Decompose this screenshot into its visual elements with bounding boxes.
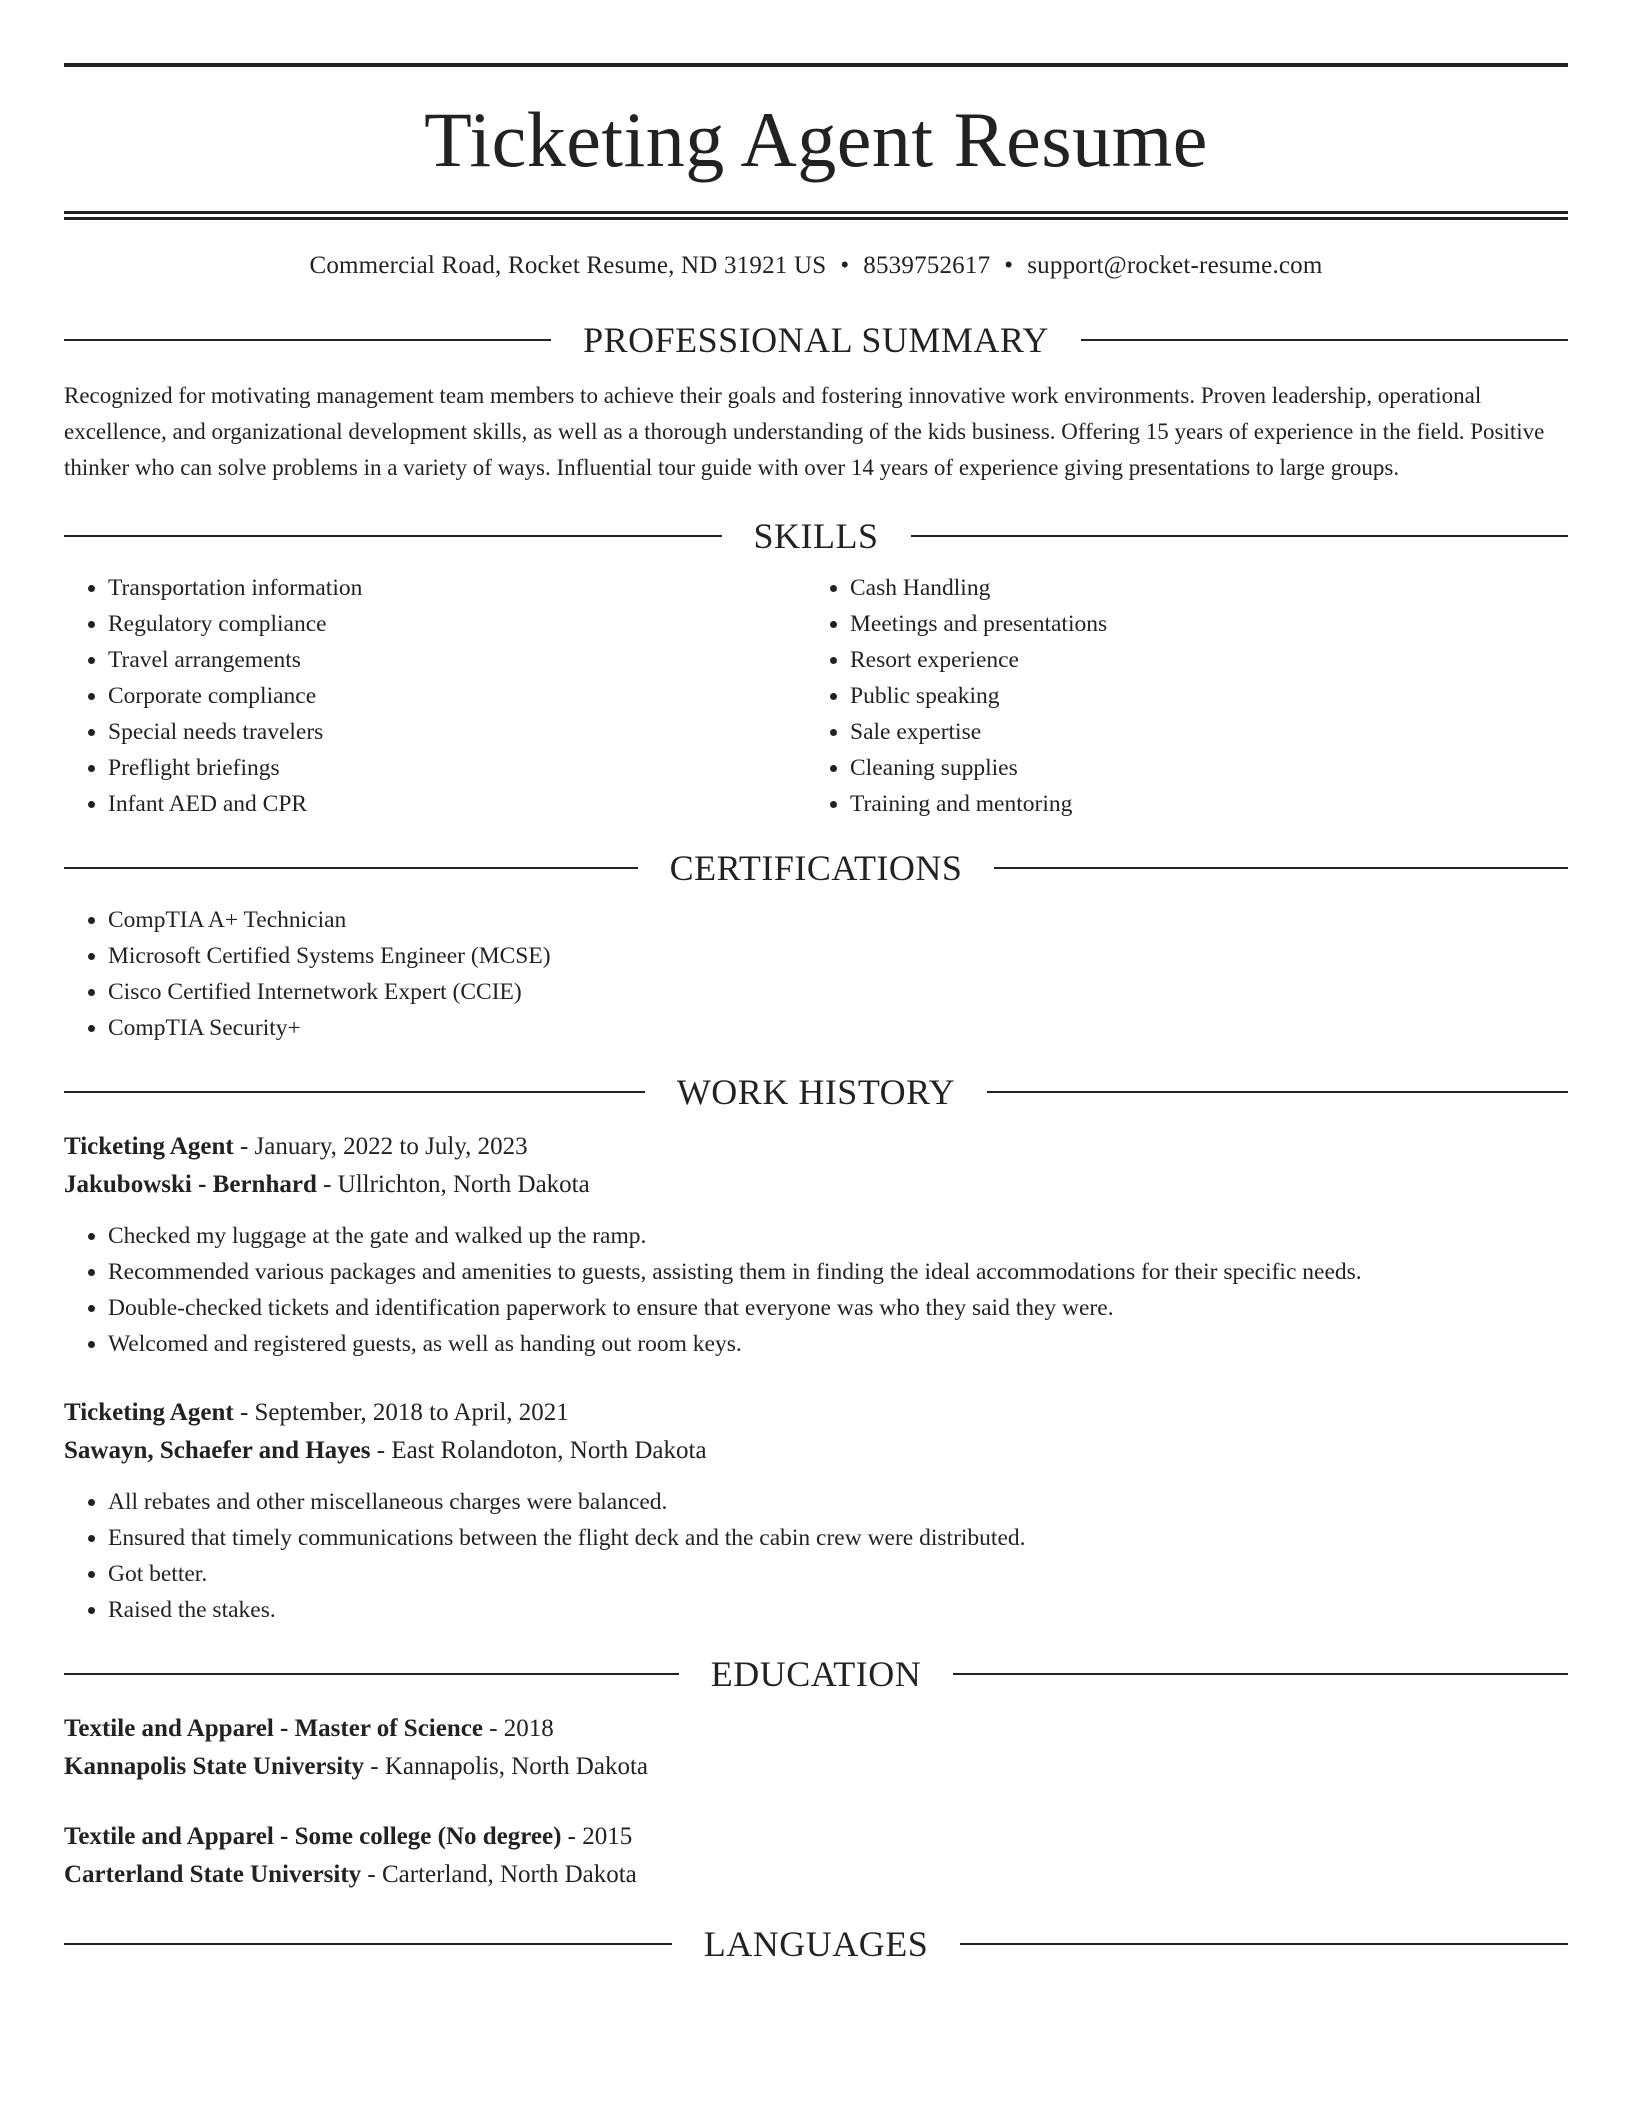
- skill-item: • Cleaning supplies: [850, 750, 1548, 786]
- contact-phone: 8539752617: [863, 252, 991, 279]
- skill-item: • Public speaking: [850, 678, 1548, 714]
- divider-line: [987, 1091, 1568, 1093]
- job-title-line: [64, 1394, 1568, 1432]
- skills-column-left: [64, 570, 806, 822]
- job-duty-item: • Recommended various packages and amenities to guests, assisting them in finding the ideal accommodations for their specific needs.: [108, 1254, 1568, 1290]
- summary-text: Recognized for motivating management team members to achieve their goals and fostering innovative work environments. Proven leadership, operational excellence, and organizational development skills, as well as a thorough understanding of the kids business. Offering 15 years of experience in the field. Positive thinker who can solve problems in a variety of ways. Influential tour guide with over 14 years of experience giving presentations to large groups.: [64, 383, 1545, 480]
- divider-line: [960, 1943, 1568, 1945]
- job-duty-item: • Double-checked tickets and identification paperwork to ensure that everyone was who they said they were.: [108, 1290, 1568, 1326]
- education-location: - Carterland, North Dakota: [361, 1861, 637, 1888]
- certification-item: • CompTIA A+ Technician: [108, 902, 1568, 938]
- job-title-line: [64, 1128, 1568, 1166]
- job-entry: [64, 1128, 1568, 1362]
- job-company-line: [64, 1432, 1568, 1470]
- skill-item: • Infant AED and CPR: [108, 786, 806, 822]
- divider-line: [64, 867, 638, 869]
- contact-separator: •: [1004, 252, 1014, 279]
- section-title-skills: SKILLS: [753, 516, 879, 556]
- contact-line: [64, 250, 1568, 282]
- education-location: - Kannapolis, North Dakota: [364, 1753, 648, 1780]
- certifications-list: [64, 902, 1568, 1046]
- education-school-line: [64, 1748, 1568, 1786]
- divider-line: [64, 1673, 679, 1675]
- job-duty-item: • Ensured that timely communications between the flight deck and the cabin crew were distributed.: [108, 1520, 1568, 1556]
- divider-line: [1081, 339, 1568, 341]
- section-title-languages: LANGUAGES: [703, 1924, 929, 1964]
- section-title-education: EDUCATION: [710, 1654, 922, 1694]
- section-header-work-history: [64, 1072, 1568, 1112]
- education-degree: Textile and Apparel - Master of Science: [64, 1715, 483, 1742]
- education-school: Carterland State University: [64, 1861, 362, 1888]
- skill-item: • Travel arrangements: [108, 642, 806, 678]
- job-company-line: [64, 1166, 1568, 1204]
- section-title-certifications: CERTIFICATIONS: [669, 848, 963, 888]
- job-duties: [64, 1484, 1568, 1628]
- certification-item: • CompTIA Security+: [108, 1010, 1568, 1046]
- divider-line: [911, 535, 1569, 537]
- education-year: - 2018: [482, 1715, 554, 1742]
- skill-item: • Cash Handling: [850, 570, 1548, 606]
- divider-line: [64, 339, 551, 341]
- title-double-rule: [64, 211, 1568, 220]
- contact-address: Commercial Road, Rocket Resume, ND 31921 US: [309, 252, 827, 279]
- education-school-line: [64, 1856, 1568, 1894]
- page-title: Ticketing Agent Resume: [424, 96, 1208, 183]
- contact-email: support@rocket-resume.com: [1027, 252, 1323, 279]
- section-header-languages: [64, 1924, 1568, 1964]
- job-dates: - September, 2018 to April, 2021: [233, 1399, 569, 1426]
- divider-line: [64, 535, 722, 537]
- section-header-certifications: [64, 848, 1568, 888]
- job-dates: - January, 2022 to July, 2023: [233, 1133, 528, 1160]
- skill-item: • Corporate compliance: [108, 678, 806, 714]
- skill-item: • Meetings and presentations: [850, 606, 1548, 642]
- education-year: - 2015: [561, 1823, 633, 1850]
- job-duty-item: • Welcomed and registered guests, as well as handing out room keys.: [108, 1326, 1568, 1362]
- job-duty-item: • Checked my luggage at the gate and walked up the ramp.: [108, 1218, 1568, 1254]
- skills-column-right: [806, 570, 1548, 822]
- certification-item: • Cisco Certified Internetwork Expert (CCIE): [108, 974, 1568, 1010]
- education-degree-line: [64, 1818, 1568, 1856]
- job-duty-item: • All rebates and other miscellaneous charges were balanced.: [108, 1484, 1568, 1520]
- section-title-work-history: WORK HISTORY: [676, 1072, 956, 1112]
- skill-item: • Regulatory compliance: [108, 606, 806, 642]
- skill-item: • Resort experience: [850, 642, 1548, 678]
- job-entry: [64, 1394, 1568, 1628]
- job-duties: [64, 1218, 1568, 1362]
- job-company: Sawayn, Schaefer and Hayes: [64, 1437, 371, 1464]
- job-title: Ticketing Agent: [64, 1133, 234, 1160]
- divider-line: [953, 1673, 1568, 1675]
- skill-item: • Special needs travelers: [108, 714, 806, 750]
- education-degree: Textile and Apparel - Some college (No degree): [64, 1823, 562, 1850]
- certification-item: • Microsoft Certified Systems Engineer (MCSE): [108, 938, 1568, 974]
- skill-item: • Sale expertise: [850, 714, 1548, 750]
- section-header-summary: [64, 320, 1568, 360]
- skills-list: [64, 570, 1568, 822]
- divider-line: [994, 867, 1568, 869]
- top-rule: [64, 63, 1568, 67]
- divider-line: [64, 1943, 672, 1945]
- job-location: - Ullrichton, North Dakota: [316, 1171, 590, 1198]
- skill-item: • Preflight briefings: [108, 750, 806, 786]
- education-entry: [64, 1818, 1568, 1894]
- divider-line: [64, 1091, 645, 1093]
- job-location: - East Rolandoton, North Dakota: [370, 1437, 707, 1464]
- job-duty-item: • Got better.: [108, 1556, 1568, 1592]
- education-degree-line: [64, 1710, 1568, 1748]
- education-entry: [64, 1710, 1568, 1786]
- skill-item: • Transportation information: [108, 570, 806, 606]
- contact-separator: •: [840, 252, 850, 279]
- job-title: Ticketing Agent: [64, 1399, 234, 1426]
- section-header-skills: [64, 516, 1568, 556]
- skill-item: • Training and mentoring: [850, 786, 1548, 822]
- section-header-education: [64, 1654, 1568, 1694]
- section-title-summary: PROFESSIONAL SUMMARY: [583, 320, 1049, 360]
- job-duty-item: • Raised the stakes.: [108, 1592, 1568, 1628]
- education-school: Kannapolis State University: [64, 1753, 365, 1780]
- job-company: Jakubowski - Bernhard: [64, 1171, 317, 1198]
